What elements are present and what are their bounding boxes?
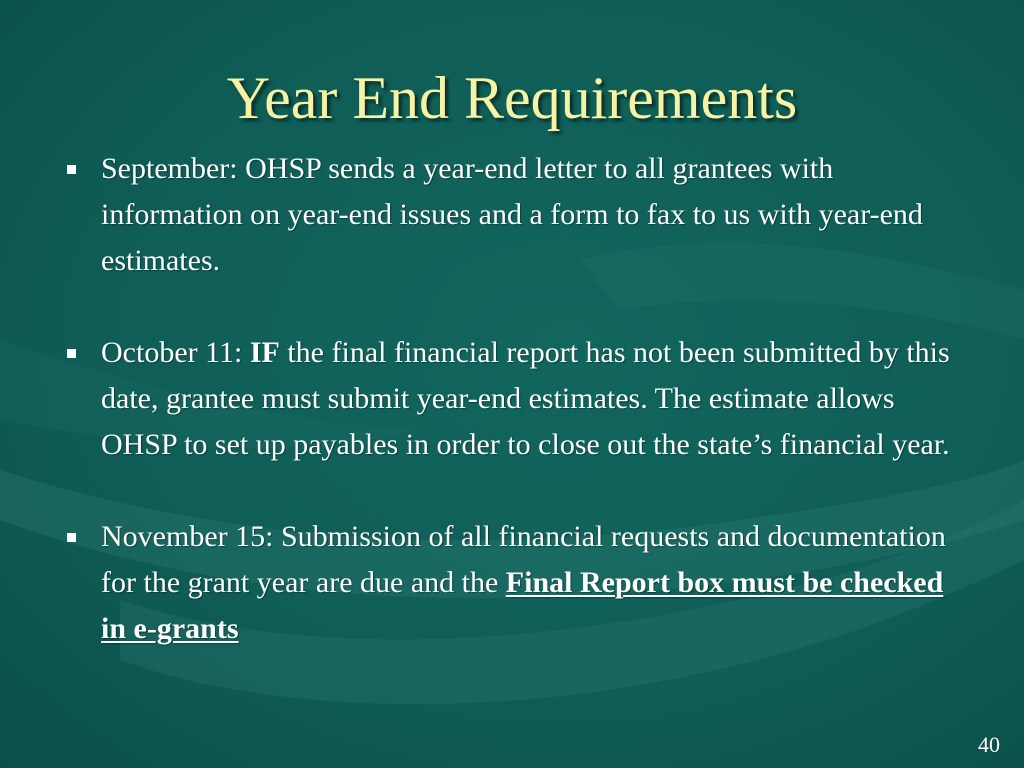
bullet-text: the final financial report has not been submitted by this date, grantee must submit year-end estimates. The estimate allows OHSP to set up payables in order to close out the state’s financial year. — [101, 336, 950, 461]
bullet-prefix: October 11: — [101, 336, 250, 369]
bullet-november — [60, 514, 950, 652]
square-bullet-icon — [67, 533, 76, 542]
bullet-september — [60, 146, 950, 284]
bullet-text: November 15: Submission of all financial requests and documentation for the grant year are due and the — [101, 520, 946, 599]
bullet-underlined-text: Final Report box must be checked in e-grants — [101, 566, 944, 645]
page-number: 40 — [978, 732, 1000, 757]
square-bullet-icon — [67, 349, 76, 358]
bullet-list — [60, 146, 950, 652]
slide-title: Year End Requirements — [226, 65, 798, 131]
square-bullet-icon — [67, 165, 76, 174]
bullet-emphasis: IF — [249, 336, 280, 369]
bullet-october — [60, 330, 950, 468]
bullet-text: September: OHSP sends a year-end letter to all grantees with information on year-end issues and a form to fax to us with year-end estimates. — [101, 152, 923, 277]
